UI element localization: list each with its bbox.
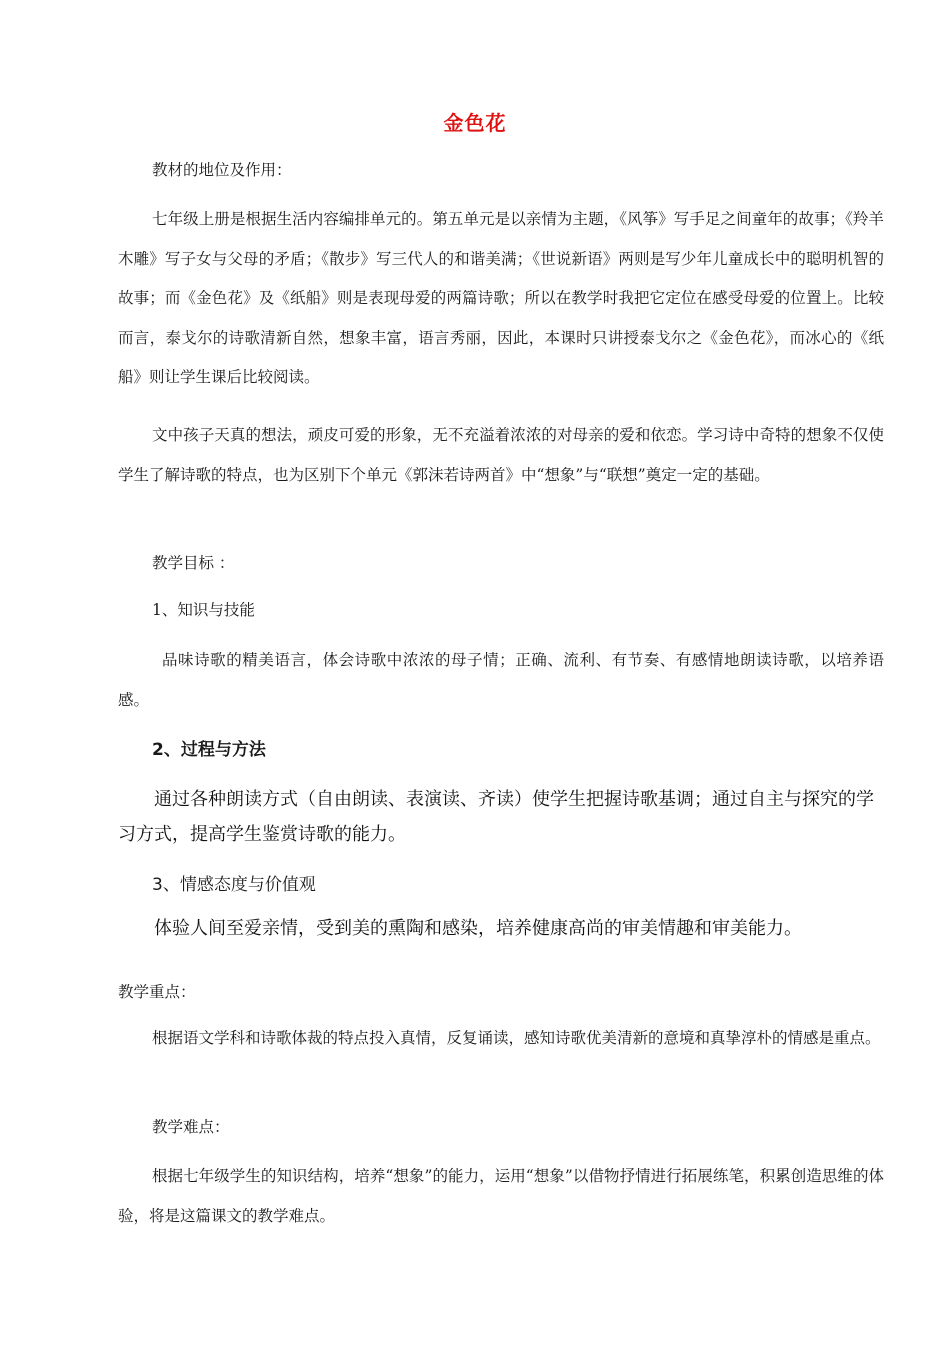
goal-2-heading: 2、过程与方法 [152,740,266,760]
key-points-heading: 教学重点： [118,983,196,1001]
goal-1-text: 品味诗歌的精美语言，体会诗歌中浓浓的母子情；正确、流利、有节奏、有感情地朗读诗歌，以培养语感。 [118,651,884,709]
goal-1-heading: 1、知识与技能 [152,601,255,619]
goal-3-text: 体验人间至爱亲情，受到美的熏陶和感染，培养健康高尚的审美情趣和审美能力。 [154,918,802,939]
position-paragraph-1: 七年级上册是根据生活内容编排单元的。第五单元是以亲情为主题，《风筝》写手足之间童年的故事；《羚羊木雕》写子女与父母的矛盾；《散步》写三代人的和谐美满；《世说新语》两则是写少年儿童成长中的聪明机智的故事；而《金色花》及《纸船》则是表现母爱的两篇诗歌；所以在教学时我把它定位在感受母爱的位置上。比较而言，泰戈尔的诗歌清新自然，想象丰富，语言秀丽，因此，本课时只讲授泰戈尔之《金色花》，而冰心的《纸船》则让学生课后比较阅读。 [118,210,884,386]
goal-3-heading: 3、情感态度与价值观 [152,875,316,895]
difficulty-heading: 教学难点： [152,1118,230,1136]
goals-heading: 教学目标 ： [152,554,235,572]
goal-2-text: 通过各种朗读方式（自由朗读、表演读、齐读）使学生把握诗歌基调；通过自主与探究的学习方式，提高学生鉴赏诗歌的能力。 [118,789,874,845]
position-heading: 教材的地位及作用： [152,161,292,179]
key-points-text: 根据语文学科和诗歌体裁的特点投入真情，反复诵读，感知诗歌优美清新的意境和真挚淳朴的情感是重点。 [152,1029,881,1047]
difficulty-text: 根据七年级学生的知识结构，培养“想象”的能力，运用“想象”以借物抒情进行拓展练笔，积累创造思维的体验，将是这篇课文的教学难点。 [118,1167,884,1225]
document-title: 金色花 [443,111,507,135]
position-paragraph-2: 文中孩子天真的想法，顽皮可爱的形象，无不充溢着浓浓的对母亲的爱和依恋。学习诗中奇特的想象不仅使学生了解诗歌的特点，也为区别下个单元《郭沫若诗两首》中“想象”与“联想”奠定一定的基础。 [118,426,884,484]
